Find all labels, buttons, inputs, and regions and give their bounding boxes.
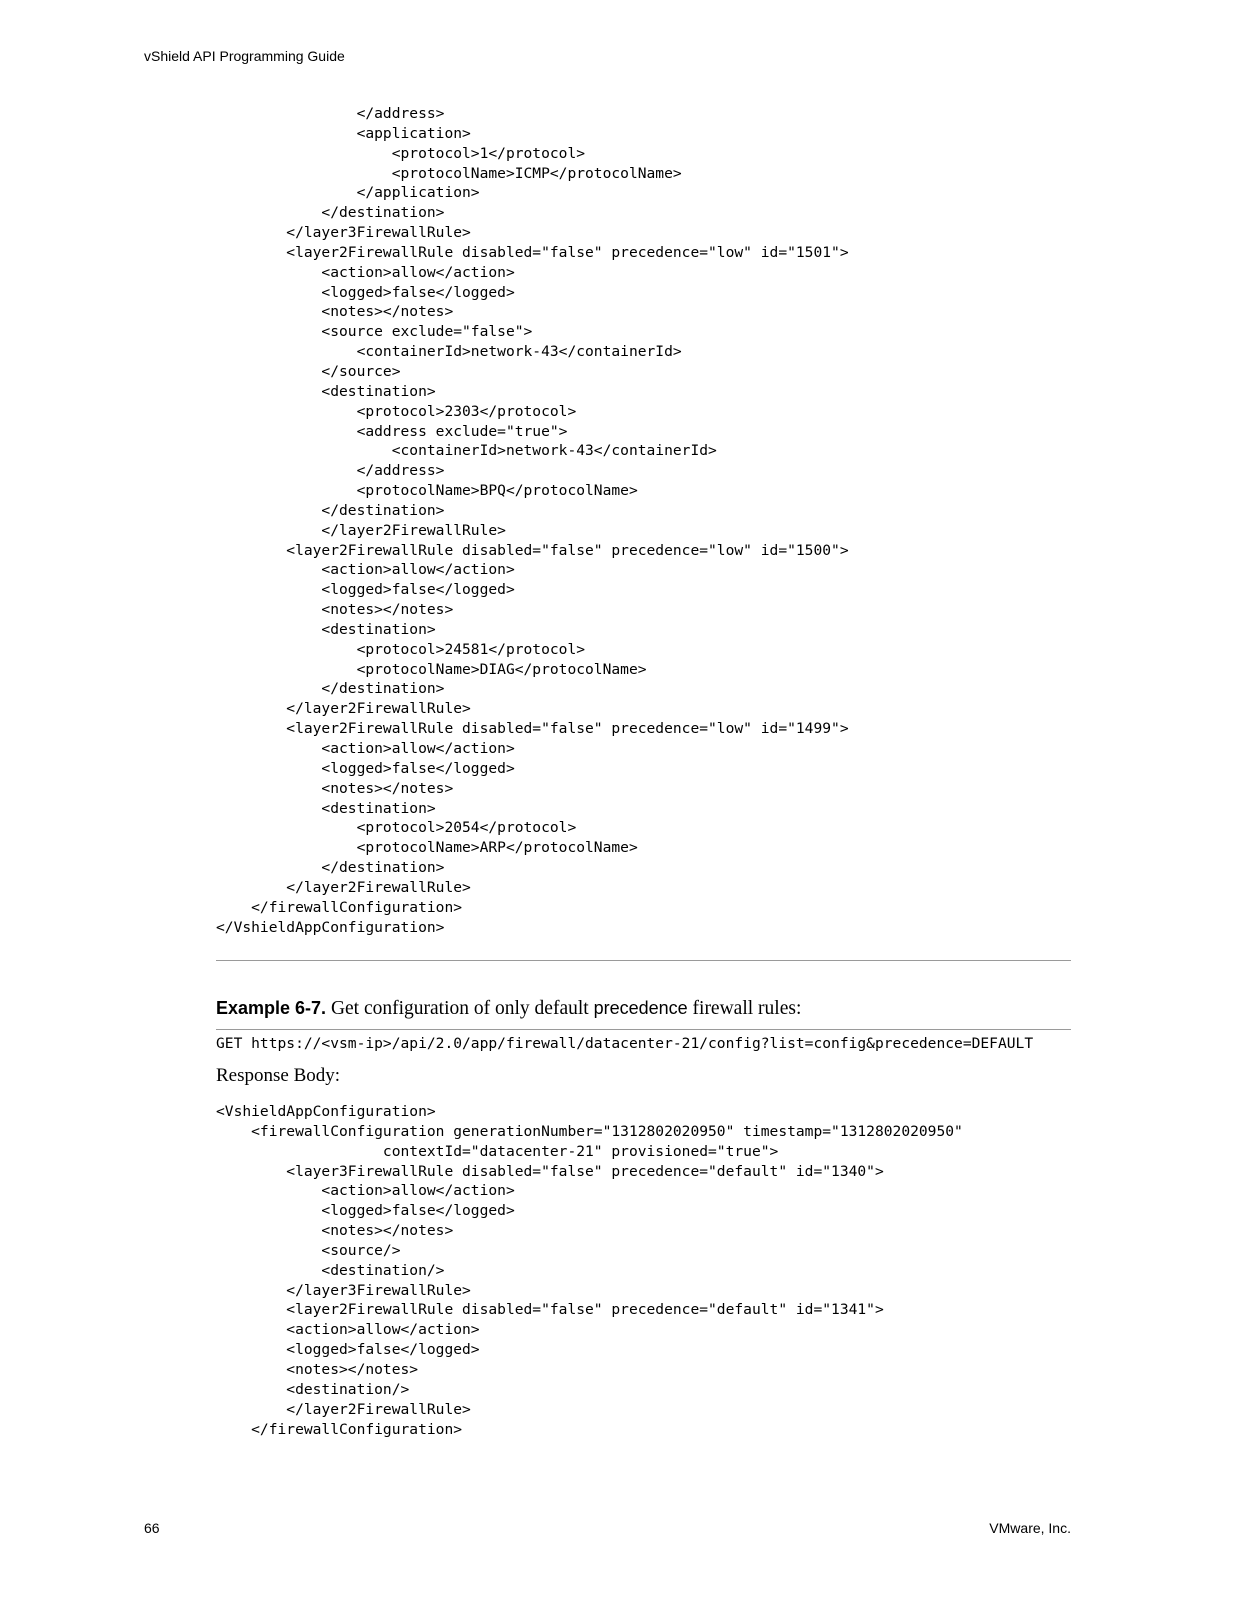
code-line: <notes></notes>: [216, 303, 454, 321]
publisher: VMware, Inc.: [989, 1520, 1071, 1536]
code-line: <destination>: [216, 620, 436, 638]
code-line: <logged>false</logged>: [216, 1202, 515, 1220]
code-line: <protocolName>DIAG</protocolName>: [216, 660, 647, 678]
code-line: <protocol>2303</protocol>: [216, 402, 577, 420]
code-line: <action>allow</action>: [216, 1182, 515, 1200]
code-line: </layer2FirewallRule>: [216, 521, 506, 539]
code-line: <protocol>24581</protocol>: [216, 640, 586, 658]
code-line: <layer2FirewallRule disabled="false" precedence="low" id="1501">: [216, 243, 849, 261]
code-line: <destination/>: [216, 1380, 410, 1398]
code-line: <source/>: [216, 1241, 401, 1259]
example-text-before: Get configuration of only default: [330, 998, 589, 1019]
code-line: <logged>false</logged>: [216, 759, 515, 777]
code-line: <action>allow</action>: [216, 561, 515, 579]
code-line: <notes></notes>: [216, 1360, 419, 1378]
code-line: <action>allow</action>: [216, 263, 515, 281]
code-line: <action>allow</action>: [216, 740, 515, 757]
code-line: <destination>: [216, 382, 436, 400]
code-line: </firewallConfiguration>: [216, 1420, 463, 1438]
code-line: <logged>false</logged>: [216, 581, 515, 599]
response-label: Response Body:: [216, 1065, 341, 1086]
code-line: </layer2FirewallRule>: [216, 878, 471, 896]
code-line: <logged>false</logged>: [216, 1341, 480, 1359]
code-line: <protocol>2054</protocol>: [216, 819, 577, 837]
code-line: </destination>: [216, 680, 445, 698]
code-line: <notes></notes>: [216, 1222, 454, 1240]
page-number: 66: [144, 1520, 160, 1536]
example-keyword: precedence: [593, 998, 688, 1018]
code-line: <address exclude="true">: [216, 422, 568, 440]
code-line: <layer2FirewallRule disabled="false" precedence="default" id="1341">: [216, 1301, 884, 1319]
code-line: </application>: [216, 184, 480, 202]
example-text-after: firewall rules:: [692, 998, 802, 1019]
code-line: </VshieldAppConfiguration>: [216, 918, 445, 936]
code-line: <destination>: [216, 799, 436, 817]
example-number: Example 6-7.: [216, 998, 327, 1018]
code-line: <notes></notes>: [216, 601, 454, 619]
code-line: </destination>: [216, 501, 445, 519]
code-line: <layer3FirewallRule disabled="false" precedence="default" id="1340">: [216, 1162, 884, 1180]
divider: [216, 1029, 1071, 1030]
code-line: </layer2FirewallRule>: [216, 700, 471, 718]
code-line: </firewallConfiguration>: [216, 898, 463, 916]
code-line: <destination/>: [216, 1261, 445, 1279]
code-line: <action>allow</action>: [216, 1321, 480, 1339]
running-header: vShield API Programming Guide: [144, 48, 345, 64]
code-line: </address>: [216, 462, 445, 480]
code-line: <firewallConfiguration generationNumber="1312802020950" timestamp="1312802020950": [216, 1122, 963, 1140]
code-line: <VshieldAppConfiguration>: [216, 1103, 436, 1120]
code-line: <protocolName>BPQ</protocolName>: [216, 482, 638, 500]
code-line: <layer2FirewallRule disabled="false" precedence="low" id="1499">: [216, 720, 849, 738]
code-line: <source exclude="false">: [216, 323, 533, 341]
code-line: </layer3FirewallRule>: [216, 1281, 471, 1299]
code-line: </layer3FirewallRule>: [216, 224, 471, 242]
request-line: GET https://<vsm-ip>/api/2.0/app/firewall/datacenter-21/config?list=config&precedence=DEFAULT: [216, 1035, 1034, 1052]
divider: [216, 960, 1071, 961]
code-line: </address>: [216, 105, 445, 122]
code-line: </source>: [216, 362, 401, 380]
code-line: <notes></notes>: [216, 779, 454, 797]
code-line: </destination>: [216, 859, 445, 877]
code-line: <protocol>1</protocol>: [216, 144, 586, 162]
code-line: <protocolName>ARP</protocolName>: [216, 839, 638, 857]
code-block-1: [216, 104, 849, 937]
code-line: <logged>false</logged>: [216, 283, 515, 301]
code-line: </destination>: [216, 204, 445, 222]
code-line: </layer2FirewallRule>: [216, 1400, 471, 1418]
code-line: contextId="datacenter-21" provisioned="true">: [216, 1142, 779, 1160]
code-line: <containerId>network-43</containerId>: [216, 343, 682, 361]
example-caption: [216, 998, 801, 1020]
code-block-2: [216, 1102, 963, 1439]
code-line: <containerId>network-43</containerId>: [216, 442, 717, 460]
code-line: <layer2FirewallRule disabled="false" precedence="low" id="1500">: [216, 541, 849, 559]
code-line: <application>: [216, 124, 471, 142]
code-line: <protocolName>ICMP</protocolName>: [216, 164, 682, 182]
